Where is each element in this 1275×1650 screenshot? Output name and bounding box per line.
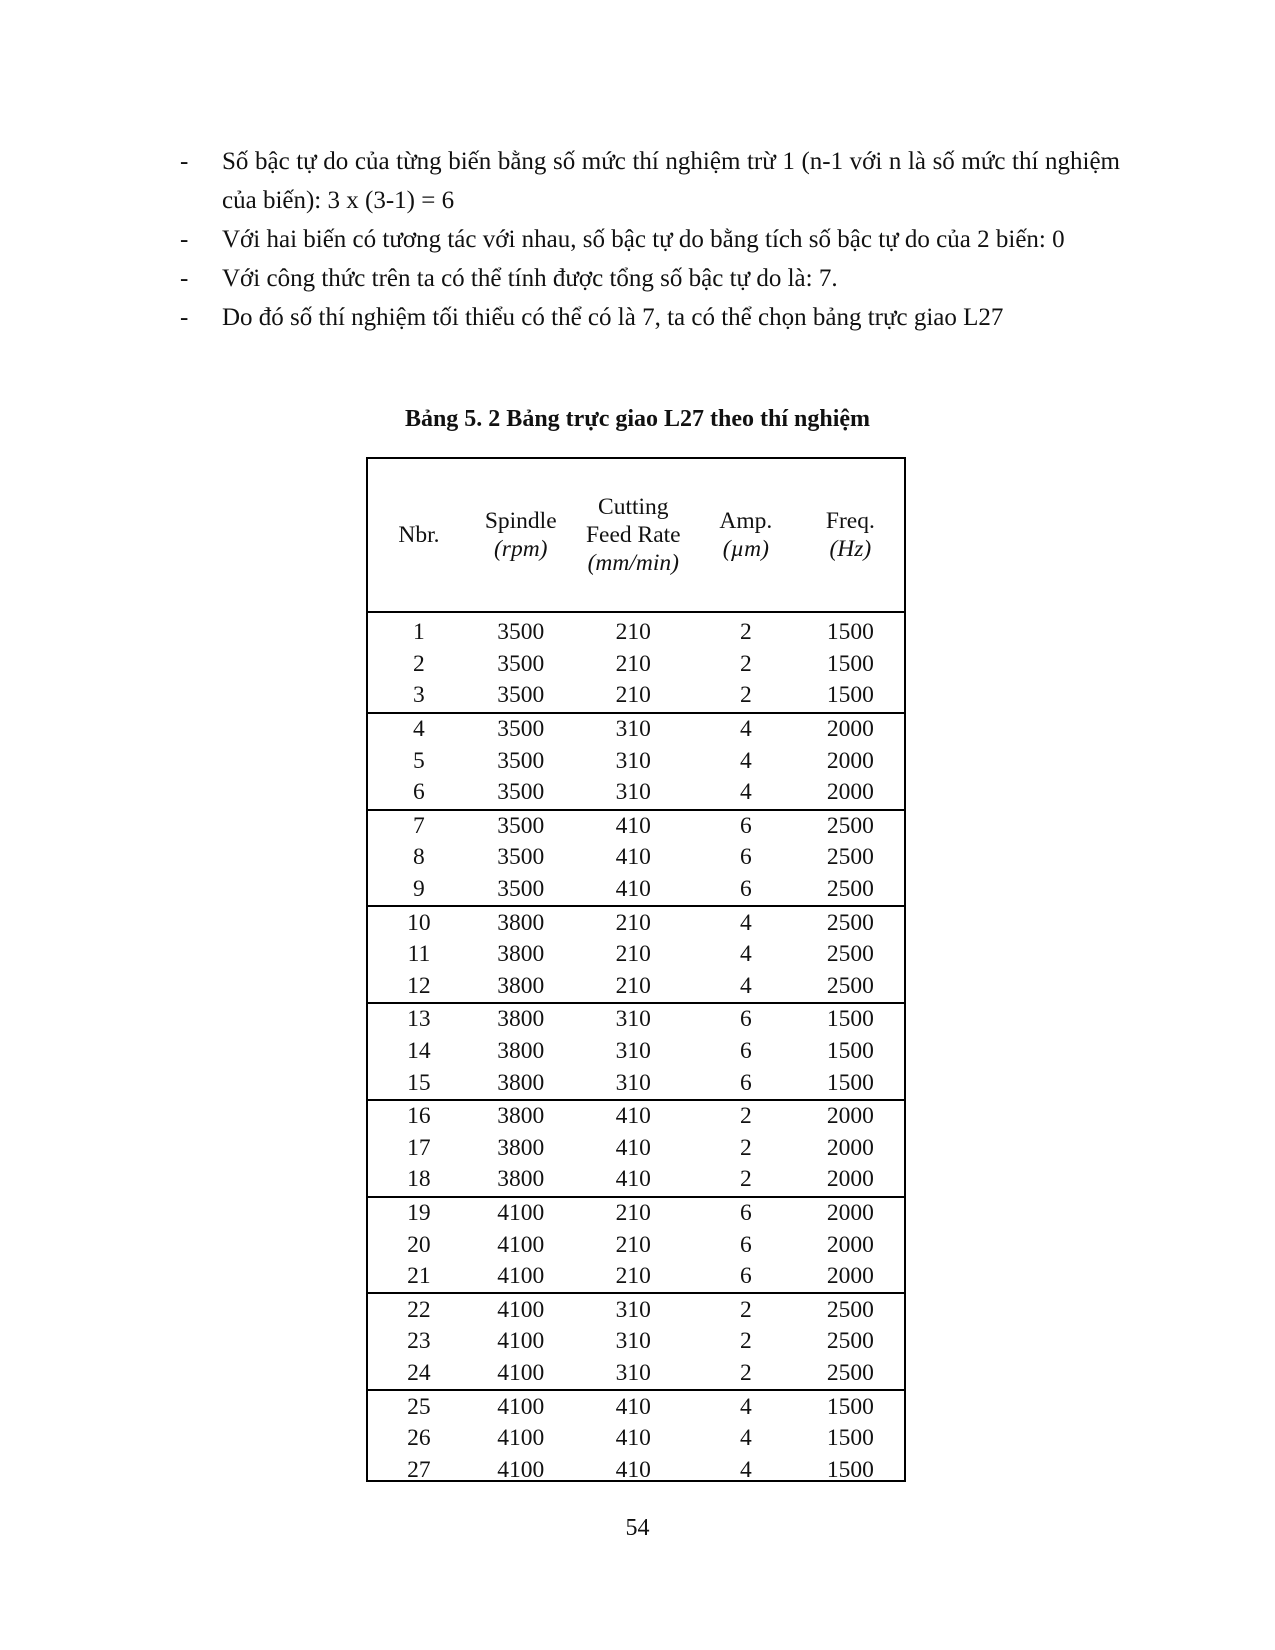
cell-nbr: 12	[407, 972, 431, 999]
header-unit: (Hz)	[829, 536, 872, 562]
cell-feed-rate: 310	[615, 1069, 651, 1096]
cell-feed-rate: 410	[572, 1390, 695, 1423]
table-row	[368, 1133, 904, 1165]
cell-spindle: 3800	[470, 906, 572, 939]
header-label: Nbr.	[398, 522, 440, 548]
cell-freq: 2000	[826, 1134, 874, 1161]
cell-feed-rate: 210	[615, 682, 651, 709]
cell-freq: 2500	[826, 1328, 874, 1355]
cell-amp: 4	[739, 1456, 752, 1483]
cell-nbr: 18	[407, 1166, 431, 1193]
cell-amp: 2	[695, 1100, 797, 1133]
cell-nbr: 6	[413, 779, 425, 806]
header-label: Cutting	[598, 494, 669, 520]
cell-feed-rate: 410	[615, 1456, 651, 1483]
cell-spindle: 3500	[497, 650, 545, 677]
bullet-text: Với công thức trên ta có thể tính được tổng số bậc tự do là: 7.	[222, 265, 838, 292]
cell-feed-rate: 210	[615, 1263, 651, 1290]
cell-nbr: 23	[407, 1328, 431, 1355]
cell-freq: 2500	[826, 876, 874, 903]
cell-spindle: 3800	[497, 1038, 545, 1065]
cell-nbr: 7	[368, 810, 470, 843]
table-caption: Bảng 5. 2 Bảng trực giao L27 theo thí nghiệm	[404, 406, 871, 432]
cell-spindle: 3800	[497, 972, 545, 999]
cell-freq: 2000	[826, 1166, 874, 1193]
cell-spindle: 4100	[470, 1390, 572, 1423]
header-unit: (µm)	[722, 536, 769, 562]
cell-freq: 1500	[826, 682, 874, 709]
cell-amp: 6	[739, 1263, 752, 1290]
cell-feed-rate: 210	[572, 906, 695, 939]
cell-amp: 2	[739, 1134, 752, 1161]
cell-spindle: 3500	[497, 619, 545, 646]
cell-spindle: 3800	[497, 1069, 545, 1096]
table-row	[368, 1293, 904, 1326]
cell-amp: 6	[695, 1197, 797, 1230]
table-row	[368, 1164, 904, 1197]
bullet-marker: -	[180, 148, 189, 175]
bullet-item	[180, 142, 1120, 220]
cell-spindle: 4100	[470, 1293, 572, 1326]
cell-feed-rate: 410	[615, 1134, 651, 1161]
header-label: Freq.	[825, 508, 875, 534]
cell-freq: 2000	[797, 1100, 904, 1133]
cell-nbr: 25	[368, 1390, 470, 1423]
cell-amp: 2	[739, 619, 752, 646]
cell-feed-rate: 210	[615, 1231, 651, 1258]
cell-spindle: 3800	[497, 1166, 545, 1193]
bullet-item	[180, 298, 1120, 337]
cell-spindle: 3500	[497, 747, 545, 774]
cell-feed-rate: 310	[615, 1328, 651, 1355]
cell-amp: 6	[695, 1003, 797, 1036]
cell-amp: 4	[739, 1425, 752, 1452]
cell-freq: 1500	[826, 1425, 874, 1452]
cell-spindle: 3800	[497, 941, 545, 968]
cell-spindle: 4100	[497, 1425, 545, 1452]
l27-orthogonal-table	[368, 459, 904, 1486]
cell-nbr: 2	[413, 650, 425, 677]
bullet-text: Số bậc tự do của từng biến bằng số mức thí nghiệm trừ 1 (n-1 với n là số mức thí nghiệm của biến): 3 x (3-1) = 6	[222, 148, 1120, 214]
table-row	[368, 842, 904, 874]
cell-amp: 4	[739, 747, 752, 774]
bullet-text: Do đó số thí nghiệm tối thiểu có thể có là 7, ta có thể chọn bảng trực giao L27	[222, 304, 1004, 331]
cell-feed-rate: 310	[572, 713, 695, 746]
cell-spindle: 3500	[497, 876, 545, 903]
table-row	[368, 906, 904, 939]
cell-nbr: 13	[368, 1003, 470, 1036]
bullet-marker: -	[180, 226, 189, 253]
cell-feed-rate: 210	[615, 972, 651, 999]
cell-nbr: 9	[413, 876, 425, 903]
cell-freq: 2500	[826, 941, 874, 968]
cell-amp: 6	[739, 1069, 752, 1096]
cell-freq: 1500	[797, 1390, 904, 1423]
table-header-row	[368, 459, 904, 612]
cell-nbr: 4	[368, 713, 470, 746]
bullet-item	[180, 220, 1120, 259]
header-label: Spindle	[484, 508, 557, 534]
cell-amp: 4	[739, 972, 752, 999]
header-label: Feed Rate	[585, 522, 681, 548]
cell-spindle: 3500	[470, 810, 572, 843]
cell-freq: 1500	[826, 619, 874, 646]
cell-spindle: 3800	[470, 1100, 572, 1133]
cell-spindle: 3800	[497, 1134, 545, 1161]
table-row	[368, 1067, 904, 1100]
cell-feed-rate: 210	[572, 1197, 695, 1230]
cell-freq: 2000	[826, 1231, 874, 1258]
cell-feed-rate: 310	[615, 1038, 651, 1065]
cell-freq: 1500	[826, 1038, 874, 1065]
cell-freq: 2000	[826, 747, 874, 774]
cell-freq: 2000	[826, 779, 874, 806]
cell-nbr: 1	[413, 619, 425, 646]
cell-feed-rate: 410	[615, 1166, 651, 1193]
table-row	[368, 612, 904, 649]
cell-nbr: 5	[413, 747, 425, 774]
cell-amp: 4	[695, 906, 797, 939]
header-unit: (rpm)	[493, 536, 548, 562]
table-row	[368, 1326, 904, 1358]
cell-spindle: 3500	[470, 713, 572, 746]
cell-feed-rate: 310	[572, 1003, 695, 1036]
cell-nbr: 24	[407, 1359, 431, 1386]
cell-spindle: 4100	[497, 1456, 545, 1483]
cell-feed-rate: 410	[615, 844, 651, 871]
cell-spindle: 3500	[497, 779, 545, 806]
cell-amp: 6	[739, 1038, 752, 1065]
cell-freq: 1500	[826, 650, 874, 677]
header-freq	[797, 459, 904, 612]
cell-amp: 6	[739, 1231, 752, 1258]
table-row	[368, 1390, 904, 1423]
header-feed-rate	[572, 459, 695, 612]
table-row	[368, 713, 904, 746]
cell-nbr: 10	[368, 906, 470, 939]
cell-amp: 2	[739, 1359, 752, 1386]
cell-feed-rate: 310	[615, 747, 651, 774]
cell-feed-rate: 210	[615, 619, 651, 646]
cell-feed-rate: 310	[615, 1359, 651, 1386]
cell-spindle: 4100	[497, 1359, 545, 1386]
cell-amp: 2	[739, 682, 752, 709]
header-unit: (mm/min)	[587, 550, 679, 576]
cell-freq: 2500	[797, 906, 904, 939]
cell-feed-rate: 410	[572, 810, 695, 843]
cell-feed-rate: 410	[615, 1425, 651, 1452]
cell-nbr: 21	[407, 1263, 431, 1290]
table-row	[368, 1358, 904, 1391]
table-row	[368, 777, 904, 810]
cell-freq: 2500	[826, 1359, 874, 1386]
cell-feed-rate: 210	[615, 650, 651, 677]
cell-spindle: 3500	[497, 682, 545, 709]
table-body	[368, 612, 904, 1486]
bullet-list	[180, 142, 1120, 337]
table-row	[368, 680, 904, 713]
cell-freq: 2000	[797, 713, 904, 746]
cell-spindle: 4100	[470, 1197, 572, 1230]
cell-nbr: 3	[413, 682, 425, 709]
cell-nbr: 16	[368, 1100, 470, 1133]
cell-freq: 2500	[826, 972, 874, 999]
cell-amp: 4	[695, 713, 797, 746]
cell-nbr: 17	[407, 1134, 431, 1161]
cell-amp: 4	[739, 941, 752, 968]
cell-amp: 2	[739, 1328, 752, 1355]
table-row	[368, 1003, 904, 1036]
table-row	[368, 1197, 904, 1230]
cell-freq: 1500	[826, 1456, 874, 1483]
table-row	[368, 745, 904, 777]
table-row	[368, 1229, 904, 1261]
table-row	[368, 810, 904, 843]
cell-feed-rate: 410	[572, 1100, 695, 1133]
header-amp	[695, 459, 797, 612]
cell-nbr: 14	[407, 1038, 431, 1065]
l27-table-frame	[366, 457, 906, 1482]
cell-freq: 1500	[826, 1069, 874, 1096]
cell-amp: 6	[739, 876, 752, 903]
cell-nbr: 20	[407, 1231, 431, 1258]
cell-freq: 2500	[826, 844, 874, 871]
cell-amp: 6	[739, 844, 752, 871]
bullet-marker: -	[180, 304, 189, 331]
cell-amp: 2	[695, 1293, 797, 1326]
table-row	[368, 1454, 904, 1486]
table-row	[368, 1100, 904, 1133]
table-row	[368, 971, 904, 1004]
cell-feed-rate: 410	[615, 876, 651, 903]
table-row	[368, 1423, 904, 1455]
table-row	[368, 1036, 904, 1068]
cell-freq: 2500	[797, 810, 904, 843]
cell-spindle: 4100	[497, 1328, 545, 1355]
cell-nbr: 8	[413, 844, 425, 871]
cell-freq: 2500	[797, 1293, 904, 1326]
cell-nbr: 11	[407, 941, 431, 968]
bullet-text: Với hai biến có tương tác với nhau, số bậc tự do bằng tích số bậc tự do của 2 biến: 0	[222, 226, 1065, 253]
bullet-item	[180, 259, 1120, 298]
cell-nbr: 15	[407, 1069, 431, 1096]
cell-nbr: 27	[407, 1456, 431, 1483]
header-spindle	[470, 459, 572, 612]
bullet-marker: -	[180, 265, 189, 292]
cell-amp: 2	[739, 1166, 752, 1193]
table-row	[368, 874, 904, 907]
cell-nbr: 19	[368, 1197, 470, 1230]
cell-feed-rate: 310	[615, 779, 651, 806]
cell-spindle: 4100	[497, 1231, 545, 1258]
cell-nbr: 22	[368, 1293, 470, 1326]
cell-feed-rate: 210	[615, 941, 651, 968]
header-nbr	[368, 459, 470, 612]
cell-spindle: 4100	[497, 1263, 545, 1290]
cell-amp: 4	[739, 779, 752, 806]
cell-nbr: 26	[407, 1425, 431, 1452]
cell-freq: 1500	[797, 1003, 904, 1036]
table-row	[368, 1261, 904, 1294]
cell-amp: 2	[739, 650, 752, 677]
cell-freq: 2000	[797, 1197, 904, 1230]
cell-feed-rate: 310	[572, 1293, 695, 1326]
cell-spindle: 3500	[497, 844, 545, 871]
table-row	[368, 649, 904, 681]
page-number: 54	[625, 1515, 650, 1541]
cell-spindle: 3800	[470, 1003, 572, 1036]
cell-freq: 2000	[826, 1263, 874, 1290]
table-row	[368, 939, 904, 971]
cell-amp: 6	[695, 810, 797, 843]
cell-amp: 4	[695, 1390, 797, 1423]
header-label: Amp.	[719, 508, 773, 534]
